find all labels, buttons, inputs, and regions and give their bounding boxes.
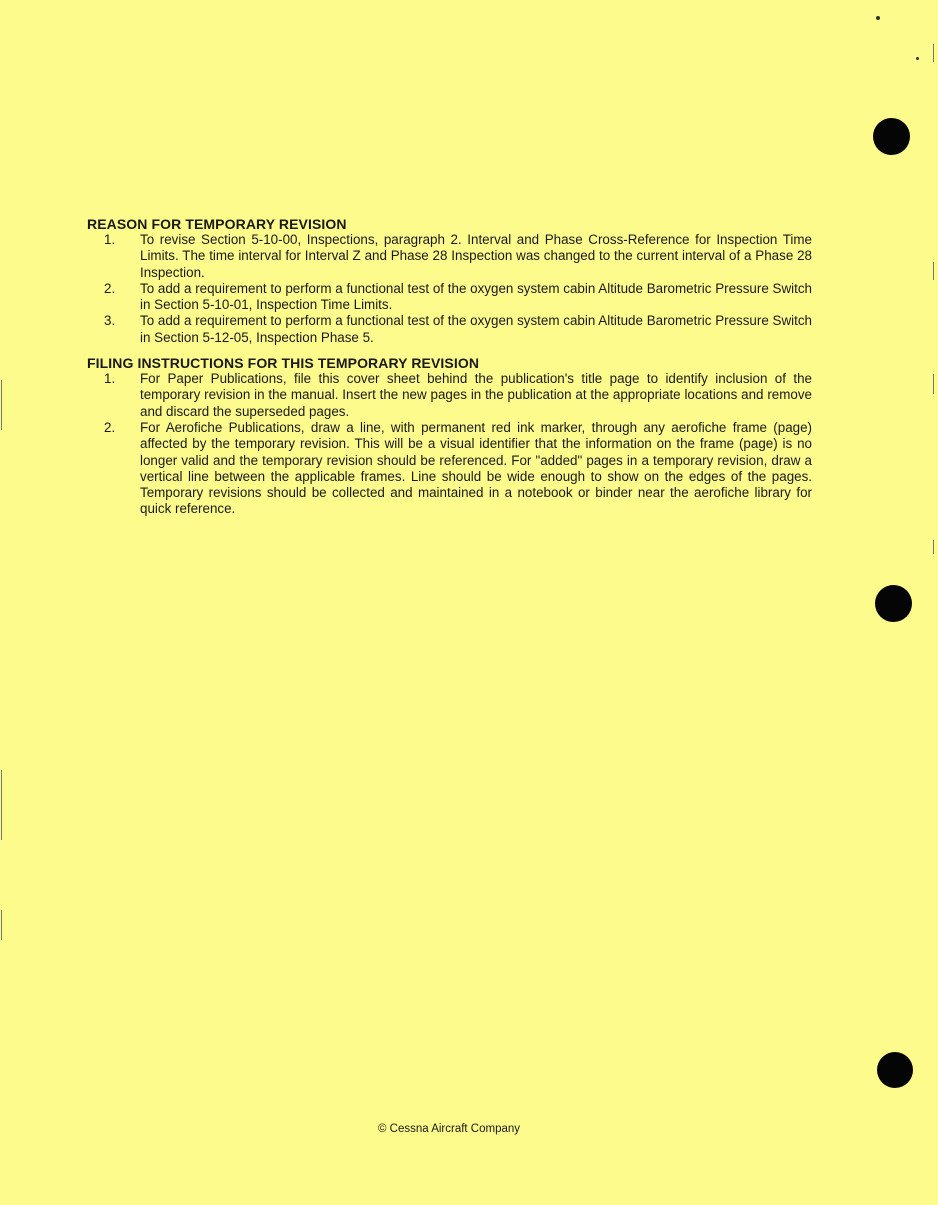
scan-edge-mark bbox=[1, 380, 2, 430]
list-item bbox=[87, 371, 812, 420]
scan-edge-mark bbox=[933, 374, 934, 394]
item-text: For Paper Publications, file this cover sheet behind the publication's title page to identify inclusion of the temporary revision in the manual. Insert the new pages in the publication at the appropriate locations and remove and discard the superseded pages. bbox=[140, 371, 812, 419]
list-item bbox=[87, 420, 812, 518]
list-item bbox=[87, 232, 812, 281]
scan-edge-mark bbox=[933, 262, 934, 280]
scan-edge-mark bbox=[1, 770, 2, 840]
reason-section bbox=[87, 216, 812, 346]
item-number: 1. bbox=[104, 371, 116, 387]
item-text: To revise Section 5-10-00, Inspections, paragraph 2. Interval and Phase Cross-Reference for Inspection Time Limits. The time interval for Interval Z and Phase 28 Inspection was changed to the current interval of a Phase 28 Inspection. bbox=[140, 232, 812, 280]
scan-speck bbox=[876, 16, 880, 20]
reason-list bbox=[87, 232, 812, 346]
binder-hole-top bbox=[873, 118, 910, 155]
item-text: To add a requirement to perform a functional test of the oxygen system cabin Altitude Barometric Pressure Switch in Section 5-10-01, Inspection Time Limits. bbox=[140, 280, 812, 313]
item-number: 1. bbox=[104, 232, 116, 247]
list-item bbox=[87, 313, 812, 346]
filing-section bbox=[87, 355, 812, 518]
item-number: 2. bbox=[104, 280, 116, 296]
item-number: 2. bbox=[104, 419, 116, 435]
filing-list bbox=[87, 371, 812, 518]
item-text: For Aerofiche Publications, draw a line, with permanent red ink marker, through any aerofiche frame (page) affected by the temporary revision. This will be a visual identifier that the information on the frame (page) is no longer valid and the temporary revision should be referenced. For "added" pages in a temporary revision, draw a vertical line between the applicable frames. Line should be wide enough to show on the edges of the pages. Temporary revisions should be collected and maintained in a notebook or binder near the aerofiche library for quick reference. bbox=[140, 419, 812, 517]
item-text: To add a requirement to perform a functional test of the oxygen system cabin Altitude Barometric Pressure Switch in Section 5-12-05, Inspection Phase 5. bbox=[140, 313, 812, 345]
scan-edge-mark bbox=[1, 910, 2, 940]
copyright-footer: © Cessna Aircraft Company bbox=[377, 1123, 521, 1135]
filing-heading: FILING INSTRUCTIONS FOR THIS TEMPORARY REVISION bbox=[87, 355, 480, 372]
binder-hole-bottom bbox=[877, 1052, 913, 1088]
scan-edge-mark bbox=[933, 540, 934, 554]
scan-speck bbox=[916, 57, 919, 60]
reason-heading: REASON FOR TEMPORARY REVISION bbox=[87, 216, 347, 232]
scan-edge-mark bbox=[933, 44, 934, 62]
item-number: 3. bbox=[104, 313, 116, 329]
binder-hole-middle bbox=[875, 585, 912, 622]
document-body bbox=[87, 216, 812, 527]
list-item bbox=[87, 281, 812, 314]
